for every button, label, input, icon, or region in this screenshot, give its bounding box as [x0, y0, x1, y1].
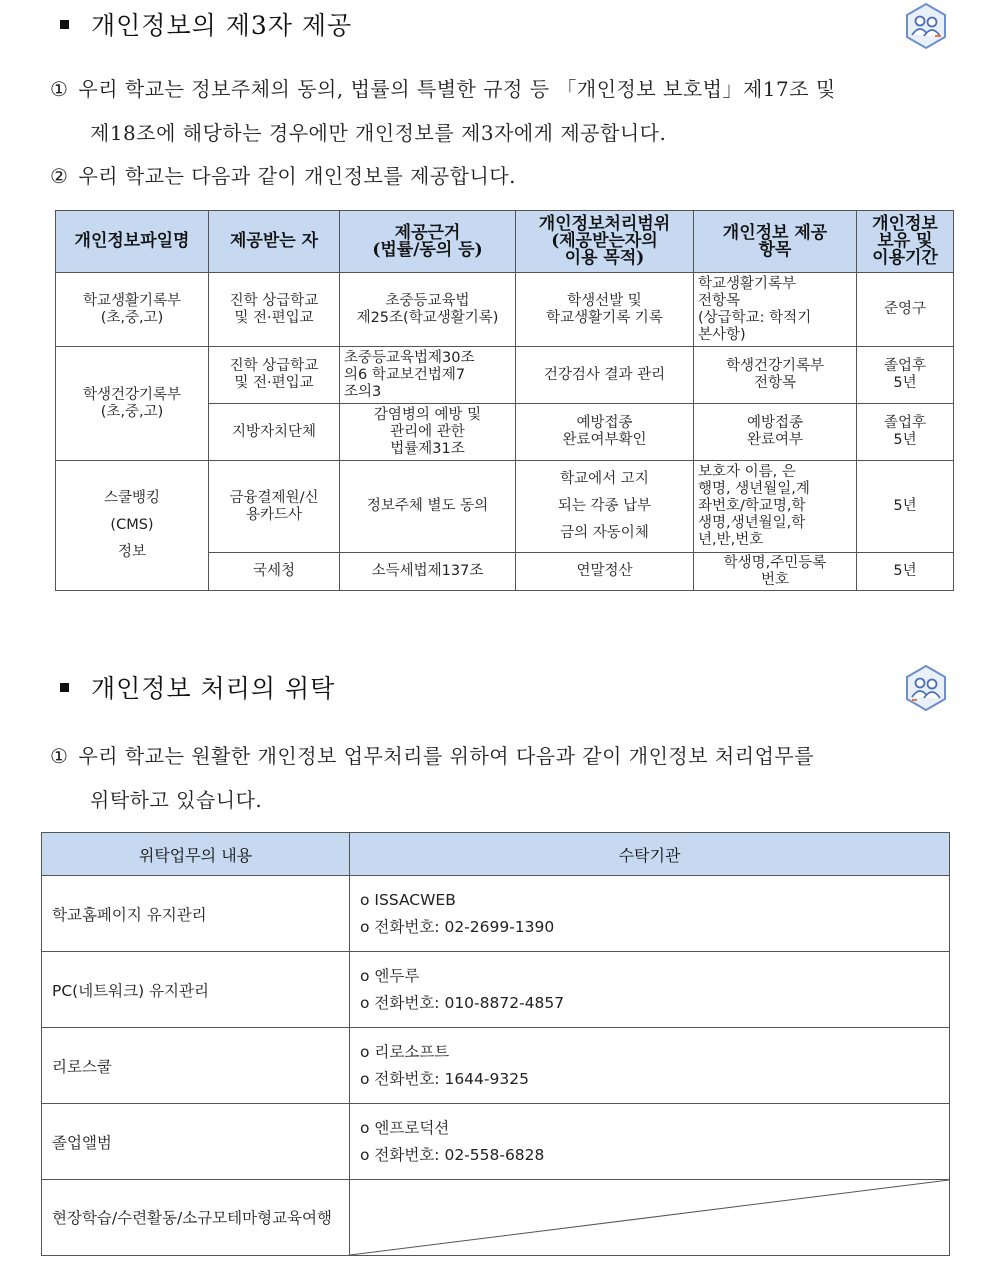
paragraph-1: ① 우리 학교는 정보주체의 동의, 법률의 특별한 규정 등 「개인정보 보호법」제17조 및 제18조에 해당하는 경우에만 개인정보를 제3자에게 제공합니다.: [50, 77, 836, 145]
table-cell: 감염병의 예방 및 관리에 관한 법률제31조: [340, 404, 516, 461]
table-row: [42, 1180, 950, 1256]
table-cell: 졸업후 5년: [857, 347, 954, 404]
table-row: [56, 347, 954, 404]
table-cell: 예방접종 완료여부: [694, 404, 857, 461]
table-cell: 학생건강기록부 전항목: [694, 347, 857, 404]
table-row: [56, 461, 954, 553]
paragraph-2: ② 우리 학교는 다음과 같이 개인정보를 제공합니다.: [50, 164, 516, 188]
table-cell: 지방자치단체: [209, 404, 340, 461]
people-hexagon-icon: [904, 664, 948, 712]
table-cell: 학생건강기록부 (초,중,고): [56, 347, 209, 461]
table-cell: 진학 상급학교 및 전·편입교: [209, 347, 340, 404]
table-cell: 국세청: [209, 553, 340, 591]
table-cell: 초중등교육법 제25조(학교생활기록): [340, 273, 516, 347]
table-cell: 준영구: [857, 273, 954, 347]
table-cell: 금융결제원/신 용카드사: [209, 461, 340, 553]
task-cell: 리로스쿨: [42, 1028, 350, 1104]
people-hexagon-icon: [904, 2, 948, 50]
bullet-icon: [60, 683, 69, 692]
section-title-third-party: 개인정보의 제3자 제공: [60, 6, 352, 42]
table-row: [42, 952, 950, 1028]
table-row: [42, 1104, 950, 1180]
org-cell: o 엔두루 o 전화번호: 010-8872-4857: [350, 952, 950, 1028]
table-header-row: [56, 211, 954, 273]
table-cell: 졸업후 5년: [857, 404, 954, 461]
header-cell: 제공근거 (법률/동의 등): [340, 211, 516, 273]
table-cell: 연말정산: [516, 553, 694, 591]
table-cell: 정보주체 별도 동의: [340, 461, 516, 553]
task-cell: PC(네트워크) 유지관리: [42, 952, 350, 1028]
header-cell: 위탁업무의 내용: [42, 833, 350, 876]
table-row: [56, 273, 954, 347]
outsourcing-table: [41, 832, 950, 1256]
table-cell: 스쿨뱅킹 (CMS) 정보: [56, 461, 209, 591]
table-cell: 보호자 이름, 은 행명, 생년월일,계 좌번호/학교명,학 생명,생년월일,학 년,반,번호: [694, 461, 857, 553]
org-cell: o 리로소프트 o 전화번호: 1644-9325: [350, 1028, 950, 1104]
table-cell: 진학 상급학교 및 전·편입교: [209, 273, 340, 347]
header-cell: 개인정보파일명: [56, 211, 209, 273]
table-row: [42, 876, 950, 952]
table-cell: 학교생활기록부 전항목 (상급학교: 학적기 본사항): [694, 273, 857, 347]
table-row: [42, 1028, 950, 1104]
third-party-table: [55, 210, 954, 591]
header-cell: 개인정보 제공 항목: [694, 211, 857, 273]
task-cell: 현장학습/수련활동/소규모테마형교육여행: [42, 1180, 350, 1256]
section-title-outsourcing: 개인정보 처리의 위탁: [60, 669, 335, 705]
table-cell: 5년: [857, 553, 954, 591]
table-cell: 소득세법제137조: [340, 553, 516, 591]
org-cell: o 엔프로덕션 o 전화번호: 02-558-6828: [350, 1104, 950, 1180]
table-cell: 5년: [857, 461, 954, 553]
header-cell: 개인정보 보유 및 이용기간: [857, 211, 954, 273]
task-cell: 졸업앨범: [42, 1104, 350, 1180]
table-header-row: [42, 833, 950, 876]
diagonal-line: [350, 1180, 949, 1255]
table-cell: 학생명,주민등록 번호: [694, 553, 857, 591]
table-cell: 학생선발 및 학교생활기록 기록: [516, 273, 694, 347]
table-cell: 건강검사 결과 관리: [516, 347, 694, 404]
empty-diagonal-cell: [350, 1180, 950, 1256]
bullet-icon: [60, 20, 69, 29]
header-cell: 수탁기관: [350, 833, 950, 876]
table-cell: 학교에서 고지 되는 각종 납부 금의 자동이체: [516, 461, 694, 553]
table-cell: 예방접종 완료여부확인: [516, 404, 694, 461]
table-cell: 학교생활기록부 (초,중,고): [56, 273, 209, 347]
header-cell: 제공받는 자: [209, 211, 340, 273]
org-cell: o ISSACWEB o 전화번호: 02-2699-1390: [350, 876, 950, 952]
table-cell: 초중등교육법제30조 의6 학교보건법제7 조의3: [340, 347, 516, 404]
task-cell: 학교홈페이지 유지관리: [42, 876, 350, 952]
header-cell: 개인정보처리범위 (제공받는자의 이용 목적): [516, 211, 694, 273]
paragraph-3: ① 우리 학교는 원활한 개인정보 업무처리를 위하여 다음과 같이 개인정보 처리업무를 위탁하고 있습니다.: [50, 744, 815, 812]
